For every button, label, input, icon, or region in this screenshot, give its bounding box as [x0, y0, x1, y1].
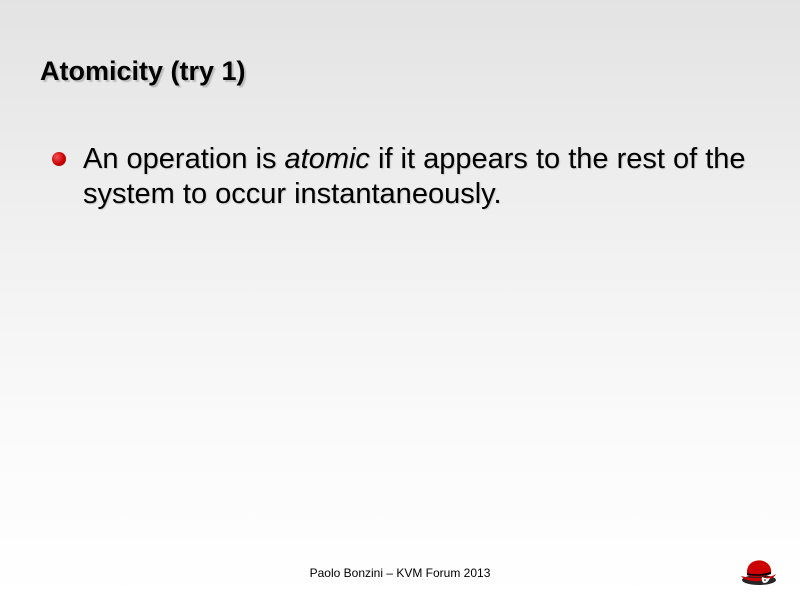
- bullet-text: [83, 143, 746, 210]
- bullet-dot-icon: [52, 152, 66, 166]
- bullet-text-emphasis: atomic: [284, 143, 370, 175]
- bullet-item: [50, 142, 750, 212]
- bullet-text-before: An operation is: [83, 143, 285, 175]
- slide-title: Atomicity (try 1): [40, 56, 246, 86]
- bullet-text-after: if it appears to the rest of the system to occur instantaneously.: [83, 143, 746, 210]
- footer-text: Paolo Bonzini – KVM Forum 2013: [309, 566, 491, 580]
- red-hat-shadowman-icon: [738, 556, 778, 586]
- bullet-list: [50, 142, 750, 212]
